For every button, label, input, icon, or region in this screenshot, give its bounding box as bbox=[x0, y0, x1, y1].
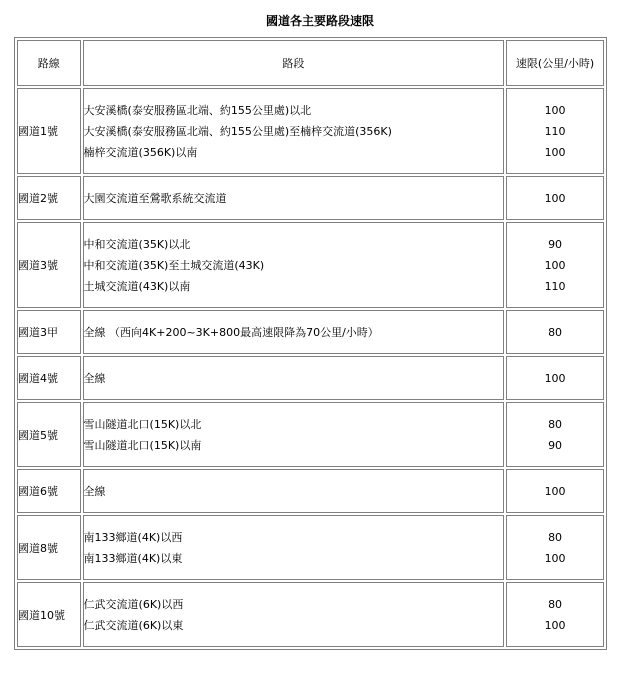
route-cell: 國道3號 bbox=[17, 222, 81, 308]
segment-cell bbox=[83, 310, 505, 354]
route-cell: 國道8號 bbox=[17, 515, 81, 580]
route-cell: 國道2號 bbox=[17, 176, 81, 220]
table-row bbox=[17, 176, 604, 220]
limit-cell bbox=[506, 515, 604, 580]
limit-cell bbox=[506, 402, 604, 467]
limit-value: 100 bbox=[544, 103, 566, 117]
limit-cell bbox=[506, 356, 604, 400]
page-title: 國道各主要路段速限 bbox=[265, 14, 374, 28]
limit-value: 100 bbox=[544, 484, 566, 498]
segment-line: 全線 bbox=[83, 371, 106, 385]
table-row bbox=[17, 88, 604, 174]
segment-cell bbox=[83, 222, 505, 308]
limit-value: 110 bbox=[544, 279, 566, 293]
limit-cell bbox=[506, 469, 604, 513]
limit-value: 100 bbox=[544, 618, 566, 632]
limit-value: 80 bbox=[548, 597, 563, 611]
limit-value: 100 bbox=[544, 191, 566, 205]
limit-value: 90 bbox=[548, 438, 563, 452]
segment-line: 雪山隧道北口(15K)以南 bbox=[83, 438, 202, 452]
limit-value: 90 bbox=[548, 237, 563, 251]
header-route: 路線 bbox=[17, 40, 81, 86]
limit-value: 100 bbox=[544, 145, 566, 159]
limit-cell bbox=[506, 88, 604, 174]
speed-limit-table bbox=[14, 37, 607, 650]
table-row bbox=[17, 356, 604, 400]
segment-cell bbox=[83, 402, 505, 467]
segment-line: 仁武交流道(6K)以西 bbox=[83, 597, 184, 611]
segment-line: 楠梓交流道(356K)以南 bbox=[83, 145, 198, 159]
segment-line: 雪山隧道北口(15K)以北 bbox=[83, 417, 202, 431]
limit-value: 110 bbox=[544, 124, 566, 138]
table-row bbox=[17, 582, 604, 647]
segment-line: 南133鄉道(4K)以西 bbox=[83, 530, 183, 544]
header-limit: 速限(公里/小時) bbox=[506, 40, 604, 86]
limit-cell bbox=[506, 310, 604, 354]
segment-line: 全線 bbox=[83, 484, 106, 498]
segment-line: 大安溪橋(泰安服務區北端、約155公里處)至楠梓交流道(356K) bbox=[83, 124, 392, 138]
segment-cell bbox=[83, 356, 505, 400]
route-cell: 國道1號 bbox=[17, 88, 81, 174]
segment-line: 大安溪橋(泰安服務區北端、約155公里處)以北 bbox=[83, 103, 312, 117]
segment-line: 中和交流道(35K)以北 bbox=[83, 237, 191, 251]
limit-value: 100 bbox=[544, 551, 566, 565]
route-cell: 國道10號 bbox=[17, 582, 81, 647]
segment-line: 大園交流道至鶯歌系統交流道 bbox=[83, 191, 227, 205]
table-header-row bbox=[17, 40, 604, 86]
limit-value: 100 bbox=[544, 371, 566, 385]
table-row bbox=[17, 310, 604, 354]
segment-cell bbox=[83, 469, 505, 513]
table-body bbox=[17, 88, 604, 647]
limit-cell bbox=[506, 582, 604, 647]
limit-value: 80 bbox=[548, 325, 563, 339]
limit-cell bbox=[506, 176, 604, 220]
limit-value: 80 bbox=[548, 530, 563, 544]
segment-cell bbox=[83, 515, 505, 580]
segment-line: 土城交流道(43K)以南 bbox=[83, 279, 191, 293]
table-row bbox=[17, 222, 604, 308]
route-cell: 國道5號 bbox=[17, 402, 81, 467]
route-cell: 國道6號 bbox=[17, 469, 81, 513]
table-row bbox=[17, 469, 604, 513]
limit-cell bbox=[506, 222, 604, 308]
header-segment: 路段 bbox=[83, 40, 505, 86]
limit-value: 80 bbox=[548, 417, 563, 431]
segment-line: 南133鄉道(4K)以東 bbox=[83, 551, 183, 565]
table-row bbox=[17, 402, 604, 467]
limit-value: 100 bbox=[544, 258, 566, 272]
segment-cell bbox=[83, 176, 505, 220]
segment-line: 中和交流道(35K)至土城交流道(43K) bbox=[83, 258, 265, 272]
table-row bbox=[17, 515, 604, 580]
segment-cell bbox=[83, 582, 505, 647]
route-cell: 國道4號 bbox=[17, 356, 81, 400]
segment-cell bbox=[83, 88, 505, 174]
segment-line: 全線 （西向4K+200~3K+800最高速限降為70公里/小時） bbox=[83, 325, 379, 339]
route-cell: 國道3甲 bbox=[17, 310, 81, 354]
segment-line: 仁武交流道(6K)以東 bbox=[83, 618, 184, 632]
